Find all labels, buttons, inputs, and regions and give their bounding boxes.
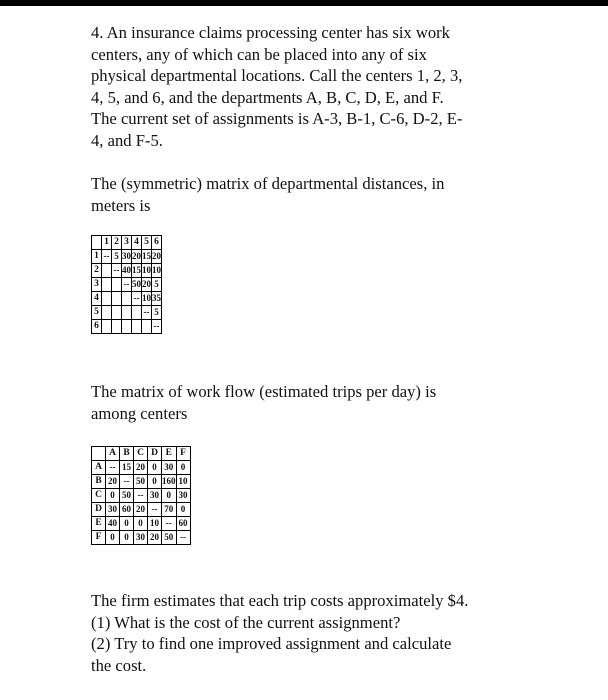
table-cell: 15 bbox=[120, 461, 134, 475]
row-header: 2 bbox=[92, 264, 102, 278]
table-cell: 60 bbox=[120, 503, 134, 517]
distance-matrix-table bbox=[91, 235, 162, 334]
table-cell bbox=[112, 278, 122, 292]
row-header: 6 bbox=[92, 320, 102, 334]
table-header-row bbox=[92, 447, 191, 461]
table-header-row bbox=[92, 236, 162, 250]
table-cell: 0 bbox=[162, 489, 177, 503]
table-cell: -- bbox=[112, 264, 122, 278]
problem-statement: 4. An insurance claims processing center has six work centers, any of which can be placed into any of six physical departmental locations. Call the centers 1, 2, 3, 4, 5, and 6, and the departments A, B, C, D, E, and F. The current set of assignments is A-3, B-1, C-6, D-2, E- 4, and F-5. bbox=[91, 23, 463, 150]
table-cell: 0 bbox=[106, 489, 120, 503]
column-header: B bbox=[120, 447, 134, 461]
row-header: 5 bbox=[92, 306, 102, 320]
table-cell: 20 bbox=[106, 475, 120, 489]
column-header: D bbox=[148, 447, 162, 461]
table-row bbox=[92, 489, 191, 503]
table-cell: -- bbox=[162, 517, 177, 531]
table-cell: 40 bbox=[106, 517, 120, 531]
table-cell: 15 bbox=[142, 250, 152, 264]
table-cell: 0 bbox=[134, 517, 148, 531]
table-cell bbox=[122, 320, 132, 334]
row-header: 4 bbox=[92, 292, 102, 306]
table-cell: 0 bbox=[106, 531, 120, 545]
table-cell: 0 bbox=[120, 531, 134, 545]
table-cell bbox=[122, 292, 132, 306]
table-cell: -- bbox=[102, 250, 112, 264]
table-cell: 20 bbox=[134, 461, 148, 475]
table-cell bbox=[102, 320, 112, 334]
table-cell bbox=[102, 292, 112, 306]
column-header: C bbox=[134, 447, 148, 461]
table-cell: 50 bbox=[134, 475, 148, 489]
table-cell: 35 bbox=[152, 292, 162, 306]
table-cell bbox=[122, 306, 132, 320]
row-header: C bbox=[92, 489, 106, 503]
table-row bbox=[92, 306, 162, 320]
table-cell: 0 bbox=[148, 475, 162, 489]
table-cell: 5 bbox=[112, 250, 122, 264]
table-cell bbox=[132, 320, 142, 334]
table-cell: 0 bbox=[120, 517, 134, 531]
column-header: 3 bbox=[122, 236, 132, 250]
table-cell bbox=[102, 306, 112, 320]
table-cell bbox=[112, 320, 122, 334]
table-cell: 30 bbox=[162, 461, 177, 475]
row-header: 1 bbox=[92, 250, 102, 264]
table-cell: 30 bbox=[176, 489, 190, 503]
column-header: F bbox=[176, 447, 190, 461]
table-cell: 5 bbox=[152, 306, 162, 320]
row-header: B bbox=[92, 475, 106, 489]
table-cell: -- bbox=[176, 531, 190, 545]
table-cell bbox=[112, 292, 122, 306]
table-cell: -- bbox=[148, 503, 162, 517]
table-cell bbox=[142, 320, 152, 334]
table-cell: -- bbox=[142, 306, 152, 320]
column-header: 1 bbox=[102, 236, 112, 250]
column-header: 4 bbox=[132, 236, 142, 250]
table-cell: -- bbox=[122, 278, 132, 292]
table-cell bbox=[102, 264, 112, 278]
table-row bbox=[92, 531, 191, 545]
top-border bbox=[0, 0, 608, 6]
column-header: E bbox=[162, 447, 177, 461]
table-cell bbox=[112, 306, 122, 320]
table-cell: 10 bbox=[152, 264, 162, 278]
table-cell: -- bbox=[134, 489, 148, 503]
table-cell: 20 bbox=[142, 278, 152, 292]
table-row bbox=[92, 461, 191, 475]
flow-matrix-intro: The matrix of work flow (estimated trips per day) is among centers bbox=[91, 382, 437, 423]
table-cell: -- bbox=[132, 292, 142, 306]
table-cell: 40 bbox=[122, 264, 132, 278]
row-header: A bbox=[92, 461, 106, 475]
table-cell: 160 bbox=[162, 475, 177, 489]
table-cell: -- bbox=[120, 475, 134, 489]
table-cell: 10 bbox=[148, 517, 162, 531]
table-cell: 10 bbox=[142, 292, 152, 306]
table-cell: 5 bbox=[152, 278, 162, 292]
flow-matrix-table bbox=[91, 446, 191, 545]
table-cell bbox=[132, 306, 142, 320]
column-header: 6 bbox=[152, 236, 162, 250]
table-cell: -- bbox=[106, 461, 120, 475]
row-header: D bbox=[92, 503, 106, 517]
table-cell: 20 bbox=[148, 531, 162, 545]
table-row bbox=[92, 517, 191, 531]
table-cell: 30 bbox=[134, 531, 148, 545]
table-row bbox=[92, 250, 162, 264]
column-header: 2 bbox=[112, 236, 122, 250]
table-cell: 50 bbox=[162, 531, 177, 545]
table-row bbox=[92, 278, 162, 292]
table-cell: -- bbox=[152, 320, 162, 334]
table-row bbox=[92, 292, 162, 306]
distance-matrix-intro: The (symmetric) matrix of departmental distances, in meters is bbox=[91, 174, 445, 215]
row-header: E bbox=[92, 517, 106, 531]
table-cell: 30 bbox=[106, 503, 120, 517]
table-cell: 60 bbox=[176, 517, 190, 531]
table-corner-cell bbox=[92, 236, 102, 250]
table-cell: 0 bbox=[148, 461, 162, 475]
table-cell: 10 bbox=[142, 264, 152, 278]
table-cell: 0 bbox=[176, 503, 190, 517]
table-cell: 20 bbox=[134, 503, 148, 517]
table-cell: 30 bbox=[148, 489, 162, 503]
table-cell bbox=[102, 278, 112, 292]
table-cell: 20 bbox=[132, 250, 142, 264]
table-corner-cell bbox=[92, 447, 106, 461]
row-header: 3 bbox=[92, 278, 102, 292]
table-row bbox=[92, 503, 191, 517]
table-cell: 10 bbox=[176, 475, 190, 489]
table-cell: 0 bbox=[176, 461, 190, 475]
table-cell: 30 bbox=[122, 250, 132, 264]
table-row bbox=[92, 475, 191, 489]
column-header: 5 bbox=[142, 236, 152, 250]
column-header: A bbox=[106, 447, 120, 461]
table-cell: 15 bbox=[132, 264, 142, 278]
table-cell: 50 bbox=[120, 489, 134, 503]
questions: The firm estimates that each trip costs approximately $4. (1) What is the cost of the current assignment? (2) Try to find one improved assignment and calculate the cost. bbox=[91, 591, 469, 675]
table-row bbox=[92, 264, 162, 278]
table-cell: 20 bbox=[152, 250, 162, 264]
row-header: F bbox=[92, 531, 106, 545]
table-cell: 50 bbox=[132, 278, 142, 292]
table-cell: 70 bbox=[162, 503, 177, 517]
table-row bbox=[92, 320, 162, 334]
